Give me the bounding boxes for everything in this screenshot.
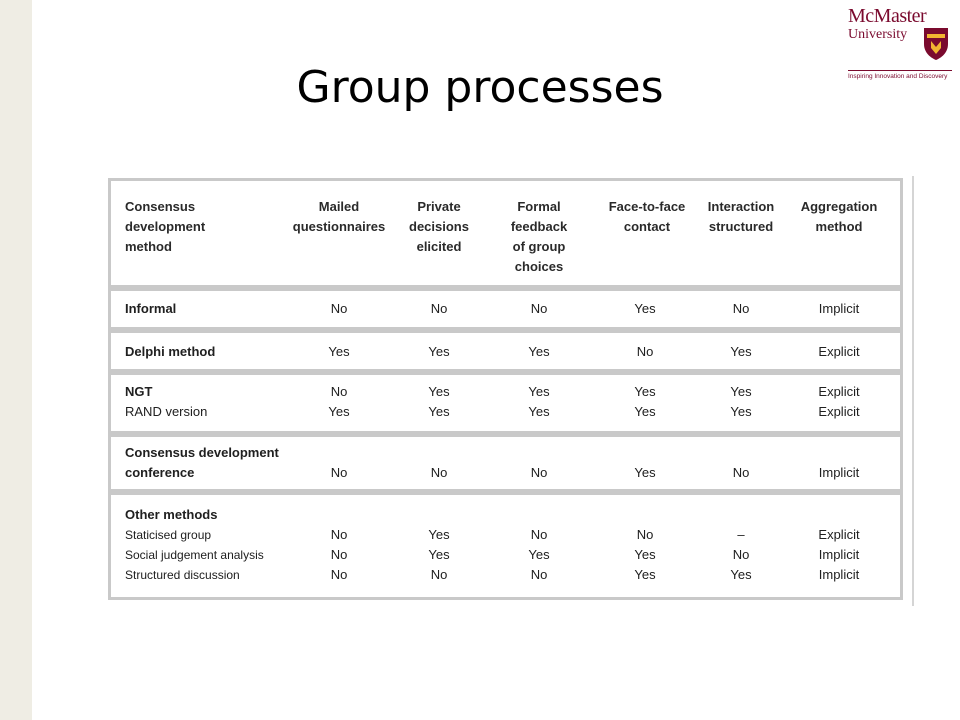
cell-value: Implicit	[818, 567, 860, 582]
header-interaction	[695, 197, 787, 237]
university-logo	[848, 6, 952, 86]
cell-value: No	[732, 465, 750, 480]
header-text: method	[125, 239, 172, 254]
cell-value: No	[330, 384, 348, 399]
logo-rule	[848, 70, 952, 71]
row-label: Delphi method	[125, 344, 216, 359]
row-ngt	[108, 372, 903, 434]
cell-value: No	[530, 567, 548, 582]
row-label: Consensus development	[125, 445, 279, 460]
header-face-to-face	[591, 197, 703, 237]
cell-value: Yes	[730, 384, 752, 399]
row-sublabel: Structured discussion	[125, 568, 240, 582]
cell-value: Yes	[528, 384, 550, 399]
header-text: questionnaires	[292, 219, 386, 234]
logo-name: McMaster	[848, 5, 927, 27]
row-label: NGT	[125, 384, 153, 399]
header-text: feedback	[510, 219, 568, 234]
cell-value: Yes	[328, 404, 350, 419]
crest-icon	[922, 26, 950, 62]
cell-value: Yes	[634, 465, 656, 480]
row-sublabel: RAND version	[125, 404, 208, 419]
cell-value: Yes	[428, 404, 450, 419]
cell-value: No	[530, 527, 548, 542]
cell-value: Explicit	[818, 384, 860, 399]
cell-value: Yes	[634, 567, 656, 582]
slide-title: Group processes	[296, 62, 664, 113]
cell-value: Yes	[634, 404, 656, 419]
header-text: structured	[708, 219, 774, 234]
header-text: Private	[417, 199, 461, 214]
cell-value: Yes	[730, 344, 752, 359]
header-text: of group	[512, 239, 566, 254]
cell-value: Implicit	[818, 301, 860, 316]
cell-value: No	[636, 344, 654, 359]
row-label: conference	[125, 465, 195, 480]
header-text: Aggregation	[800, 199, 878, 214]
header-text: Mailed	[318, 199, 360, 214]
cell-value: Yes	[528, 344, 550, 359]
cell-value: No	[530, 465, 548, 480]
group-processes-table	[108, 178, 911, 602]
cell-value: No	[430, 567, 448, 582]
row-label: Informal	[125, 301, 177, 316]
cell-value: No	[530, 301, 548, 316]
row-sublabel: Social judgement analysis	[125, 548, 264, 562]
cell-value: No	[330, 547, 348, 562]
logo-university: University	[848, 27, 908, 42]
cell-value: Explicit	[818, 404, 860, 419]
cell-value: –	[737, 527, 745, 542]
cell-value: Yes	[428, 527, 450, 542]
header-mailed	[281, 197, 397, 237]
header-text: Face-to-face	[608, 199, 686, 214]
cell-value: No	[330, 567, 348, 582]
logo-tagline: Inspiring Innovation and Discovery	[848, 73, 948, 80]
header-text: choices	[514, 259, 564, 274]
header-text: Formal	[517, 199, 561, 214]
header-text: development	[125, 219, 206, 234]
cell-value: Yes	[528, 547, 550, 562]
cell-value: Yes	[528, 404, 550, 419]
cell-value: Explicit	[818, 344, 860, 359]
cell-value: Yes	[634, 384, 656, 399]
cell-value: No	[732, 301, 750, 316]
cell-value: Yes	[730, 567, 752, 582]
header-private	[391, 197, 487, 257]
cell-value: Yes	[730, 404, 752, 419]
cell-value: Yes	[428, 547, 450, 562]
row-conference	[108, 434, 903, 492]
header-aggregation	[787, 197, 891, 237]
row-other-methods	[108, 492, 903, 600]
table-image-edge	[912, 176, 914, 606]
row-delphi	[108, 330, 903, 372]
header-method	[125, 197, 205, 257]
cell-value: Yes	[634, 301, 656, 316]
cell-value: No	[430, 301, 448, 316]
header-feedback	[491, 197, 587, 277]
cell-value: Yes	[634, 547, 656, 562]
cell-value: No	[330, 527, 348, 542]
header-text: contact	[623, 219, 671, 234]
row-sublabel: Staticised group	[125, 528, 212, 542]
header-text: elicited	[416, 239, 462, 254]
cell-value: Yes	[428, 384, 450, 399]
cell-value: No	[330, 301, 348, 316]
cell-value: No	[330, 465, 348, 480]
cell-value: Implicit	[818, 547, 860, 562]
header-text: method	[815, 219, 863, 234]
cell-value: Implicit	[818, 465, 860, 480]
row-informal	[108, 288, 903, 330]
cell-value: Yes	[428, 344, 450, 359]
cell-value: No	[636, 527, 654, 542]
cell-value: No	[430, 465, 448, 480]
cell-value: No	[732, 547, 750, 562]
table-header	[108, 178, 903, 288]
header-text: Interaction	[707, 199, 775, 214]
header-text: Consensus	[125, 199, 196, 214]
cell-value: Explicit	[818, 527, 860, 542]
row-label: Other methods	[125, 507, 218, 522]
header-text: decisions	[409, 219, 469, 234]
cell-value: Yes	[328, 344, 350, 359]
